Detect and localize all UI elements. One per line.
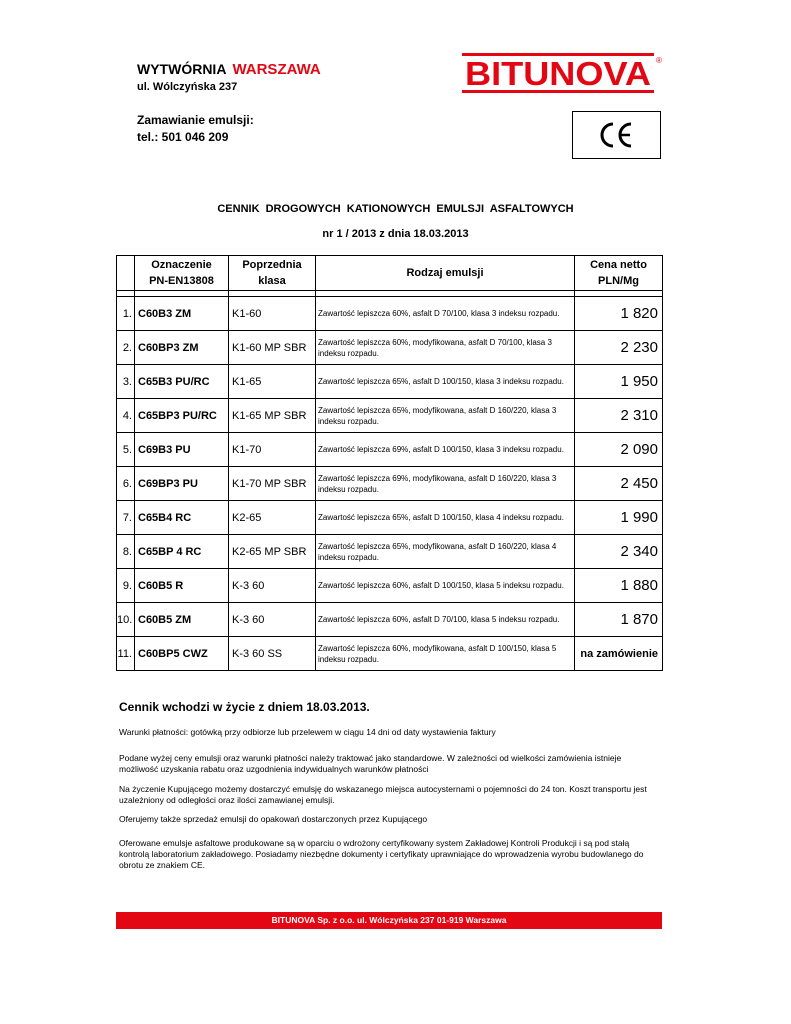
table-header-row (117, 256, 663, 291)
footer-bar: BITUNOVA Sp. z o.o. ul. Wólczyńska 237 01-919 Warszawa (116, 912, 662, 929)
product-code: C69B3 PU (135, 433, 229, 467)
net-price: 1 880 (575, 569, 663, 603)
row-number: 10. (117, 603, 135, 637)
header-price (575, 256, 663, 291)
row-number: 7. (117, 501, 135, 535)
header-designation-line2: PN-EN13808 (149, 275, 214, 287)
certification-note: Oferowane emulsje asfaltowe produkowane są w oparciu o wdrożony certyfikowany system Zakładowej Kontroli Produkcji i są pod stałą kontrolą laboratorium zakładowego. Posiadamy niezbędne dokumenty i certyfikaty uprawniające do wprowadzenia wyrobu budowlanego do obrotu ze znakiem CE. (119, 838, 644, 870)
plant-label: WYTWÓRNIA (137, 61, 227, 77)
emulsion-description: Zawartość lepiszcza 65%, modyfikowana, asfalt D 160/220, klasa 4 indeksu rozpadu. (316, 535, 575, 569)
table-row (117, 637, 663, 671)
table-row (117, 365, 663, 399)
row-number: 5. (117, 433, 135, 467)
row-number: 11. (117, 637, 135, 671)
row-number: 6. (117, 467, 135, 501)
row-number: 3. (117, 365, 135, 399)
table-row (117, 603, 663, 637)
net-price: 2 340 (575, 535, 663, 569)
ce-mark-icon (573, 112, 660, 158)
emulsion-description: Zawartość lepiszcza 60%, asfalt D 100/150, klasa 5 indeksu rozpadu. (316, 569, 575, 603)
previous-class: K1-70 MP SBR (229, 467, 316, 501)
header-previous-line2: klasa (258, 275, 286, 287)
plant-heading (137, 61, 321, 78)
table-row (117, 535, 663, 569)
net-price: 1 820 (575, 297, 663, 331)
previous-class: K1-60 MP SBR (229, 331, 316, 365)
product-code: C65BP3 PU/RC (135, 399, 229, 433)
payment-terms-note: Warunki płatności: gotówką przy odbiorze lub przelewem w ciągu 14 dni od daty wystawienia faktury (119, 727, 496, 737)
price-list-title: CENNIK DROGOWYCH KATIONOWYCH EMULSJI ASFALTOWYCH (217, 203, 574, 215)
table-row (117, 467, 663, 501)
header-price-line1: Cena netto (590, 259, 647, 271)
header-designation-line1: Oznaczenie (151, 259, 212, 271)
effective-date-note: Cennik wchodzi w życie z dniem 18.03.2013. (119, 700, 370, 714)
net-price: 1 990 (575, 501, 663, 535)
row-number: 2. (117, 331, 135, 365)
product-code: C60B5 ZM (135, 603, 229, 637)
row-number: 4. (117, 399, 135, 433)
table-row (117, 297, 663, 331)
emulsion-description: Zawartość lepiszcza 69%, modyfikowana, asfalt D 160/220, klasa 3 indeksu rozpadu. (316, 467, 575, 501)
net-price: 2 310 (575, 399, 663, 433)
row-number: 9. (117, 569, 135, 603)
standard-terms-note: Podane wyżej ceny emulsji oraz warunki płatności należy traktować jako standardowe. W zależności od wielkości zamówienia istnieje możliwość uzyskania rabatu oraz uzgodnienia indywidualnych warunków płatności (119, 753, 622, 774)
row-number: 8. (117, 535, 135, 569)
table-row (117, 399, 663, 433)
previous-class: K2-65 (229, 501, 316, 535)
emulsion-description: Zawartość lepiszcza 65%, modyfikowana, asfalt D 160/220, klasa 3 indeksu rozpadu. (316, 399, 575, 433)
delivery-note: Na życzenie Kupującego możemy dostarczyć emulsję do wskazanego miejsca autocysternami o pojemności do 24 ton. Koszt transportu jest uzależniony od odległości oraz ilości zamawianej emulsji. (119, 784, 647, 805)
bitunova-logo (462, 53, 662, 93)
row-number: 1. (117, 297, 135, 331)
emulsion-description: Zawartość lepiszcza 65%, asfalt D 100/150, klasa 4 indeksu rozpadu. (316, 501, 575, 535)
plant-address: ul. Wólczyńska 237 (137, 81, 238, 93)
table-body (117, 297, 663, 671)
product-code: C60BP3 ZM (135, 331, 229, 365)
net-price: 1 870 (575, 603, 663, 637)
emulsion-description: Zawartość lepiszcza 60%, modyfikowana, asfalt D 100/150, klasa 5 indeksu rozpadu. (316, 637, 575, 671)
previous-class: K-3 60 SS (229, 637, 316, 671)
header-emulsion-type: Rodzaj emulsji (316, 256, 575, 291)
order-phone: tel.: 501 046 209 (137, 130, 229, 144)
header-previous-line1: Poprzednia (242, 259, 302, 271)
table-row (117, 501, 663, 535)
net-price: 1 950 (575, 365, 663, 399)
product-code: C60B3 ZM (135, 297, 229, 331)
product-code: C65BP 4 RC (135, 535, 229, 569)
price-table (116, 255, 663, 671)
previous-class: K-3 60 (229, 569, 316, 603)
net-price: 2 450 (575, 467, 663, 501)
previous-class: K1-60 (229, 297, 316, 331)
previous-class: K1-65 (229, 365, 316, 399)
emulsion-description: Zawartość lepiszcza 65%, asfalt D 100/150, klasa 3 indeksu rozpadu. (316, 365, 575, 399)
product-code: C69BP3 PU (135, 467, 229, 501)
table-row (117, 331, 663, 365)
price-list-number: nr 1 / 2013 z dnia 18.03.2013 (322, 228, 469, 240)
emulsion-description: Zawartość lepiszcza 69%, asfalt D 100/150, klasa 3 indeksu rozpadu. (316, 433, 575, 467)
net-price: na zamówienie (575, 637, 663, 671)
ce-mark-box (572, 111, 661, 159)
plant-city: WARSZAWA (232, 61, 321, 78)
header-designation (135, 256, 229, 291)
table-row (117, 433, 663, 467)
logo-text: BITUNOVA (465, 55, 651, 92)
product-code: C60BP5 CWZ (135, 637, 229, 671)
product-code: C60B5 R (135, 569, 229, 603)
previous-class: K-3 60 (229, 603, 316, 637)
previous-class: K1-70 (229, 433, 316, 467)
header-no (117, 256, 135, 291)
previous-class: K2-65 MP SBR (229, 535, 316, 569)
net-price: 2 090 (575, 433, 663, 467)
emulsion-description: Zawartość lepiszcza 60%, asfalt D 70/100, klasa 5 indeksu rozpadu. (316, 603, 575, 637)
header-previous-class (229, 256, 316, 291)
emulsion-description: Zawartość lepiszcza 60%, modyfikowana, asfalt D 70/100, klasa 3 indeksu rozpadu. (316, 331, 575, 365)
table-row (117, 569, 663, 603)
registered-mark: ® (656, 56, 662, 65)
product-code: C65B4 RC (135, 501, 229, 535)
header-price-line2: PLN/Mg (598, 275, 639, 287)
emulsion-description: Zawartość lepiszcza 60%, asfalt D 70/100, klasa 3 indeksu rozpadu. (316, 297, 575, 331)
order-label: Zamawianie emulsji: (137, 113, 254, 127)
packaging-note: Oferujemy także sprzedaż emulsji do opakowań dostarczonych przez Kupującego (119, 814, 428, 824)
product-code: C65B3 PU/RC (135, 365, 229, 399)
previous-class: K1-65 MP SBR (229, 399, 316, 433)
net-price: 2 230 (575, 331, 663, 365)
